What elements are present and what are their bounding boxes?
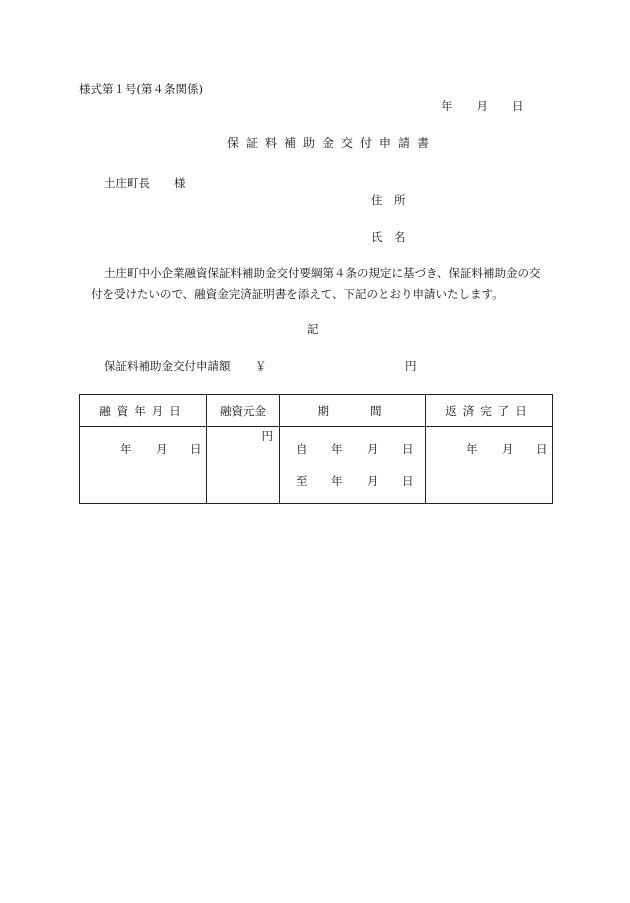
addressee (104, 176, 186, 190)
period-to-month: 月 (367, 474, 379, 488)
header-period: 期 間 (280, 395, 426, 427)
body-text-line-1: 土庄町中小企業融資保証料補助金交付要綱第４条の規定に基づき、保証料補助金の交 (104, 266, 541, 280)
period-to-prefix: 至 (296, 474, 308, 488)
cell-loan-date (80, 427, 207, 504)
period-from-year: 年 (331, 442, 343, 456)
application-table (79, 394, 553, 504)
amount-label: 保証料補助金交付申請額 (104, 359, 231, 373)
cell-completion-date (426, 427, 553, 504)
cell-principal (207, 427, 280, 504)
name-label: 氏 名 (371, 230, 406, 244)
principal-unit: 円 (261, 429, 273, 443)
form-number: 様式第１号(第４条関係) (79, 82, 203, 96)
header-completion-date: 返済完了日 (426, 395, 553, 427)
date-year: 年 (441, 99, 453, 113)
period-from-day: 日 (402, 442, 414, 456)
loan-date-day: 日 (190, 442, 202, 456)
period-from-prefix: 自 (296, 442, 308, 456)
date-day: 日 (512, 99, 524, 113)
ki-note: 記 (307, 322, 319, 336)
body-text-line-2: 付を受けたいので、融資金完済証明書を添えて、下記のとおり申請いたします。 (91, 287, 504, 301)
completion-year: 年 (466, 442, 478, 456)
date-line (441, 99, 524, 113)
period-to-day: 日 (402, 474, 414, 488)
completion-day: 日 (536, 442, 548, 456)
document-title: 保証料補助金交付申請書 (227, 136, 437, 150)
header-loan-date: 融資年月日 (80, 395, 207, 427)
header-principal: 融資元金 (207, 395, 280, 427)
address-label: 住 所 (371, 193, 406, 207)
loan-date-month: 月 (156, 442, 168, 456)
table-header-row (80, 395, 553, 427)
addressee-honorific: 様 (174, 176, 186, 190)
yen-symbol: ￥ (255, 359, 267, 373)
date-month: 月 (476, 99, 488, 113)
amount-unit: 円 (405, 359, 417, 373)
cell-period (280, 427, 426, 504)
period-to-year: 年 (331, 474, 343, 488)
loan-date-year: 年 (120, 442, 132, 456)
table-row (80, 427, 553, 504)
period-from-month: 月 (367, 442, 379, 456)
completion-month: 月 (502, 442, 514, 456)
addressee-name: 土庄町長 (104, 176, 150, 190)
